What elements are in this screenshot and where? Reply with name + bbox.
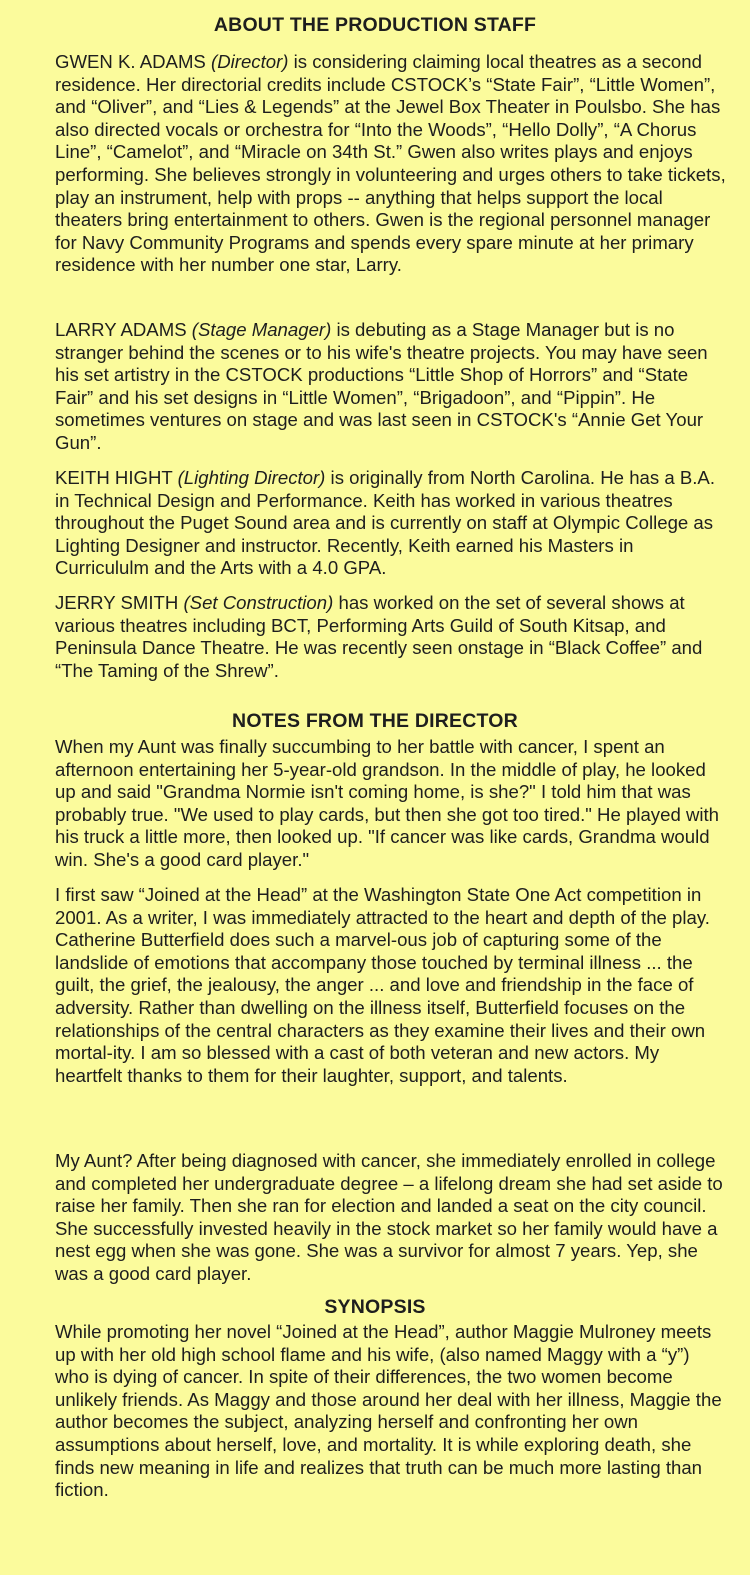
staff-name: KEITH HIGHT: [55, 467, 173, 488]
staff-bio-text: has worked on the set of several shows at various theatres including BCT, Performing Arts Guild of South Kitsap, and Peninsula Dance Theatre. He was recently seen onstage in “Black Coffee” and “The Taming of the Shrew”.: [55, 592, 703, 681]
director-note-paragraph: My Aunt? After being diagnosed with cancer, she immediately enrolled in college and completed her undergraduate degree – a lifelong dream she had set aside to raise her family. Then she ran for election and landed a seat on the city council. She successfully invested heavily in the stock market so her family would have a nest egg when she was gone. She was a survivor for almost 7 years. Yep, she was a good card player.: [55, 1150, 723, 1284]
staff-bio-text: is originally from North Carolina. He has a B.A. in Technical Design and Performance. Keith has worked in various theatres throughout the Puget Sound area and is currently on staff at Olympic College as Lighting Designer and instructor. Recently, Keith earned his Masters in Curricululm and the Arts with a 4.0 GPA.: [55, 467, 715, 579]
synopsis-paragraph: While promoting her novel “Joined at the Head”, author Maggie Mulroney meets up with her old high school flame and his wife, (also named Maggy with a “y”) who is dying of cancer. In spite of their differences, the two women become unlikely friends. As Maggy and those around her deal with her illness, Maggie the author becomes the subject, analyzing herself and confronting her own assumptions about herself, love, and mortality. It is while exploring death, she finds new meaning in life and realizes that truth can be much more lasting than fiction.: [55, 1321, 722, 1501]
staff-name: JERRY SMITH: [55, 592, 179, 613]
staff-section-title: ABOUT THE PRODUCTION STAFF: [213, 14, 537, 36]
staff-bio-text: is debuting as a Stage Manager but is no stranger behind the scenes or to his wife's theatre projects. You may have seen his set artistry in the CSTOCK productions “Little Shop of Horrors” and “State Fair” and his set designs in “Little Women”, “Brigadoon”, and “Pippin”. He sometimes ventures on stage and was last seen in CSTOCK's “Annie Get Your Gun”.: [55, 319, 708, 453]
staff-name: LARRY ADAMS: [55, 319, 187, 340]
synopsis-section-title: SYNOPSIS: [324, 1296, 426, 1318]
staff-bio: [55, 51, 727, 277]
staff-role: (Set Construction): [183, 592, 334, 613]
staff-role: (Director): [211, 51, 289, 72]
staff-bio: [55, 467, 727, 580]
staff-role: (Stage Manager): [191, 319, 332, 340]
director-note-paragraph: I first saw “Joined at the Head” at the Washington State One Act competition in 2001. As a writer, I was immediately attracted to the heart and depth of the play. Catherine Butterfield does such a marvel-ous job of capturing some of the landslide of emotions that accompany those touched by terminal illness ... the guilt, the grief, the jealousy, the anger ... and love and friendship in the face of adversity. Rather than dwelling on the illness itself, Butterfield focuses on the relationships of the central characters as they examine their lives and their own mortal-ity. I am so blessed with a cast of both veteran and new actors. My heartfelt thanks to them for their laughter, support, and talents.: [55, 884, 710, 1086]
staff-role: (Lighting Director): [177, 467, 326, 488]
staff-bio: [55, 319, 727, 455]
staff-bio-text: is considering claiming local theatres as a second residence. Her directorial credits include CSTOCK’s “State Fair”, “Little Women”, and “Oliver”, and “Lies & Legends” at the Jewel Box Theater in Poulsbo. She has also directed vocals or orchestra for “Into the Woods”, “Hello Dolly”, “A Chorus Line”, “Camelot”, and “Miracle on 34th St.” Gwen also writes plays and enjoys performing. She believes strongly in volunteering and urges others to take tickets, play an instrument, help with props -- anything that helps support the local theaters bring entertainment to others. Gwen is the regional personnel manager for Navy Community Programs and spends every spare minute at her primary residence with her number one star, Larry.: [55, 51, 726, 276]
director-note-paragraph: When my Aunt was finally succumbing to her battle with cancer, I spent an afternoon entertaining her 5-year-old grandson. In the middle of play, he looked up and said "Grandma Normie isn't coming home, is she?" I told him that was probably true. "We used to play cards, but then she got too tired." He played with his truck a little more, then looked up. "If cancer was like cards, Grandma would win. She's a good card player.": [55, 736, 720, 870]
staff-name: GWEN K. ADAMS: [55, 51, 206, 72]
staff-bio: [55, 592, 727, 682]
director-section-title: NOTES FROM THE DIRECTOR: [232, 710, 518, 732]
